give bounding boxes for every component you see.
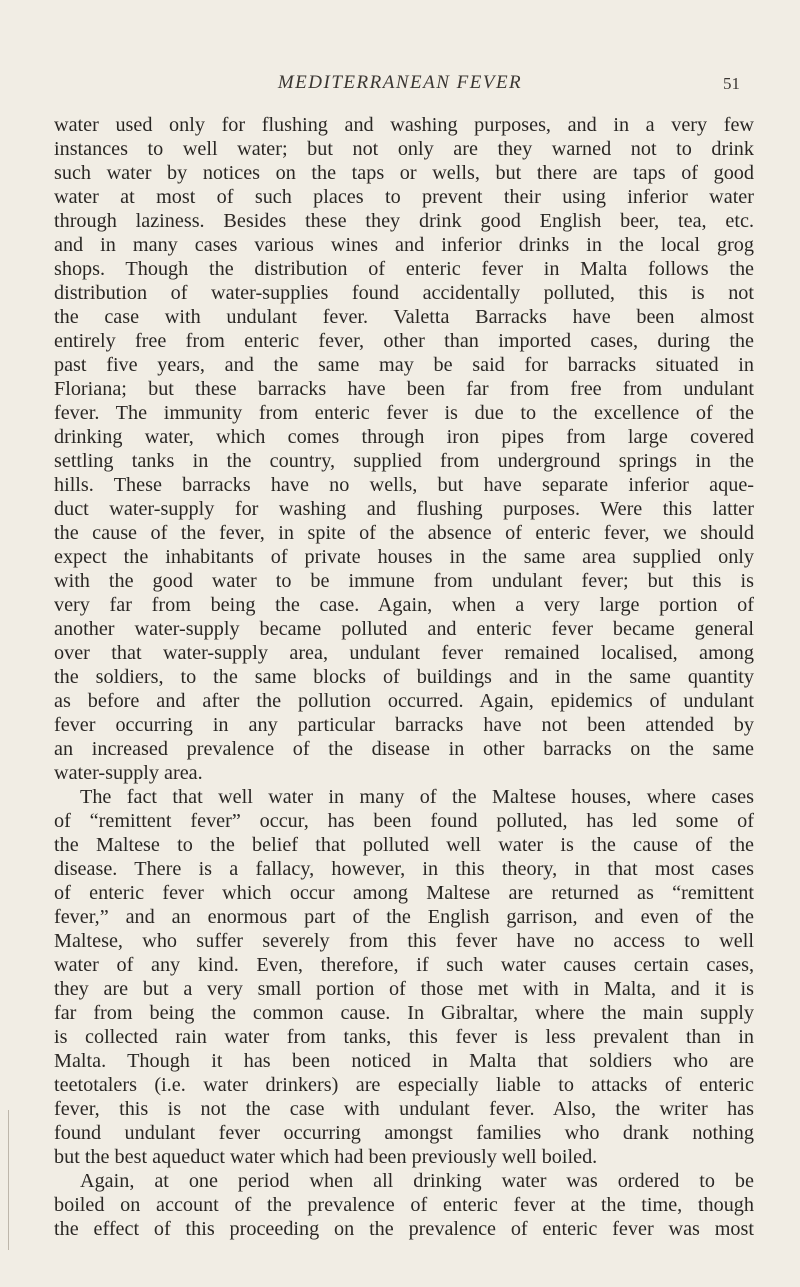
text-line: teetotalers (i.e. water drinkers) are especially liable to attacks of enteric	[54, 1074, 754, 1096]
text-line: drinking water, which comes through iron pipes from large covered	[54, 426, 754, 448]
text-line: an increased prevalence of the disease in other barracks on the same	[54, 738, 754, 760]
text-line: the Maltese to the belief that polluted well water is the cause of the	[54, 834, 754, 856]
text-line: Floriana; but these barracks have been far from free from undulant	[54, 378, 754, 400]
text-line: entirely free from enteric fever, other than imported cases, during the	[54, 330, 754, 352]
text-line: the case with undulant fever. Valetta Barracks have been almost	[54, 306, 754, 328]
text-line: through laziness. Besides these they drink good English beer, tea, etc.	[54, 210, 754, 232]
text-line: the effect of this proceeding on the prevalence of enteric fever was most	[54, 1218, 754, 1240]
text-line: water used only for flushing and washing purposes, and in a very few	[54, 114, 754, 136]
text-line: of “remittent fever” occur, has been found polluted, has led some of	[54, 810, 754, 832]
text-line: instances to well water; but not only are they warned not to drink	[54, 138, 754, 160]
text-line: past five years, and the same may be said for barracks situated in	[54, 354, 754, 376]
running-head	[0, 72, 800, 102]
body-text	[54, 113, 754, 1241]
text-line: duct water-supply for washing and flushing purposes. Were this latter	[54, 498, 754, 520]
paragraph-end-line: but the best aqueduct water which had been previously well boiled.	[54, 1146, 598, 1168]
text-line: fever,” and an enormous part of the English garrison, and even of the	[54, 906, 754, 928]
text-line: the cause of the fever, in spite of the absence of enteric fever, we should	[54, 522, 754, 544]
text-line: far from being the common cause. In Gibraltar, where the main supply	[54, 1002, 754, 1024]
text-line: they are but a very small portion of those met with in Malta, and it is	[54, 978, 754, 1000]
text-line: such water by notices on the taps or wells, but there are taps of good	[54, 162, 754, 184]
text-line: the soldiers, to the same blocks of buildings and in the same quantity	[54, 666, 754, 688]
page-edge-shadow	[8, 1110, 9, 1250]
text-line: found undulant fever occurring amongst families who drank nothing	[54, 1122, 754, 1144]
page-number: 51	[723, 74, 740, 93]
text-line: boiled on account of the prevalence of enteric fever at the time, though	[54, 1194, 754, 1216]
text-line: water at most of such places to prevent their using inferior water	[54, 186, 754, 208]
text-line: fever, this is not the case with undulant fever. Also, the writer has	[54, 1098, 754, 1120]
text-line: very far from being the case. Again, when a very large portion of	[54, 594, 754, 616]
text-line: of enteric fever which occur among Maltese are returned as “remittent	[54, 882, 754, 904]
text-line: with the good water to be immune from undulant fever; but this is	[54, 570, 754, 592]
text-line: Maltese, who suffer severely from this fever have no access to well	[54, 930, 754, 952]
paragraph-end-line: water-supply area.	[54, 762, 203, 784]
text-line: fever. The immunity from enteric fever is due to the excellence of the	[54, 402, 754, 424]
text-line: shops. Though the distribution of enteric fever in Malta follows the	[54, 258, 754, 280]
text-line: disease. There is a fallacy, however, in this theory, in that most cases	[54, 858, 754, 880]
text-line: Malta. Though it has been noticed in Malta that soldiers who are	[54, 1050, 754, 1072]
text-line: as before and after the pollution occurred. Again, epidemics of undulant	[54, 690, 754, 712]
paragraph-start-line: The fact that well water in many of the Maltese houses, where cases	[80, 786, 754, 808]
running-title: MEDITERRANEAN FEVER	[277, 72, 523, 93]
text-line: settling tanks in the country, supplied from underground springs in the	[54, 450, 754, 472]
text-line: another water-supply became polluted and enteric fever became general	[54, 618, 754, 640]
text-line: and in many cases various wines and inferior drinks in the local grog	[54, 234, 754, 256]
text-line: hills. These barracks have no wells, but have separate inferior aque-	[54, 474, 754, 496]
paragraph-start-line: Again, at one period when all drinking water was ordered to be	[80, 1170, 754, 1192]
text-line: fever occurring in any particular barracks have not been attended by	[54, 714, 754, 736]
text-line: distribution of water-supplies found accidentally polluted, this is not	[54, 282, 754, 304]
text-line: water of any kind. Even, therefore, if such water causes certain cases,	[54, 954, 754, 976]
text-line: over that water-supply area, undulant fever remained localised, among	[54, 642, 754, 664]
text-line: is collected rain water from tanks, this fever is less prevalent than in	[54, 1026, 754, 1048]
text-line: expect the inhabitants of private houses in the same area supplied only	[54, 546, 754, 568]
